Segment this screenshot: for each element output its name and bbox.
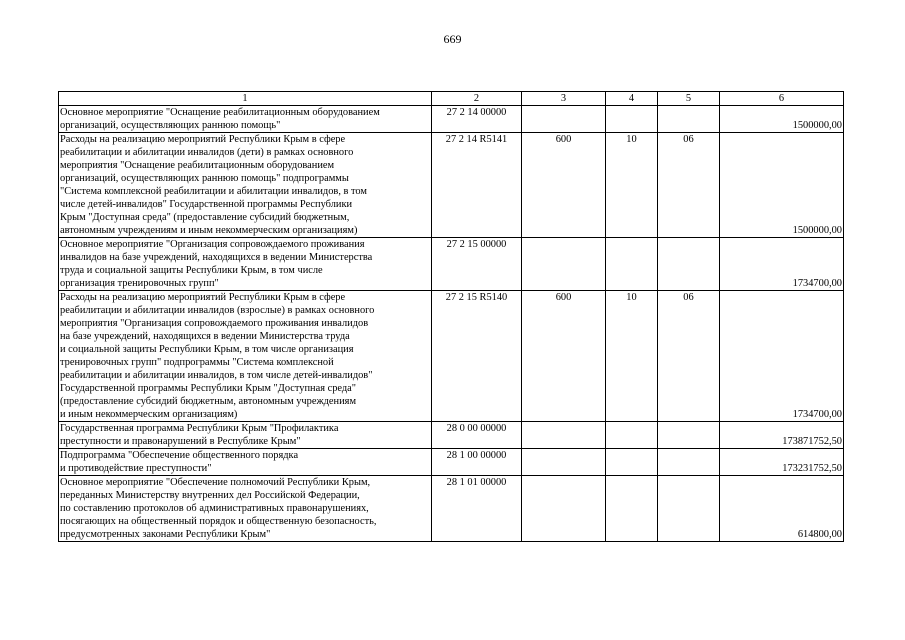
row-amount: 1734700,00 (720, 238, 844, 291)
row-description: Подпрограмма "Обеспечение общественного порядка и противодействие преступности" (59, 449, 432, 476)
row-target-code: 28 0 00 00000 (432, 422, 522, 449)
row-description: Основное мероприятие "Обеспечение полномочий Республики Крым, переданных Министерству внутренних дел Российской Федерации, по составлению протоколов об административных правонарушениях, посягающих на общественный порядок и общественную безопасность, предусмотренных законами Республики Крым" (59, 476, 432, 542)
row-amount: 173871752,50 (720, 422, 844, 449)
row-subsection (658, 422, 720, 449)
budget-table (58, 91, 844, 542)
row-amount: 1500000,00 (720, 133, 844, 238)
row-expense-type: 600 (522, 291, 606, 422)
row-subsection: 06 (658, 133, 720, 238)
row-section (606, 449, 658, 476)
row-subsection (658, 106, 720, 133)
row-target-code: 28 1 01 00000 (432, 476, 522, 542)
column-header: 5 (658, 92, 720, 106)
page-number: 669 (443, 32, 462, 46)
table-header-row (59, 92, 844, 106)
row-section (606, 422, 658, 449)
row-section (606, 238, 658, 291)
row-target-code: 27 2 15 00000 (432, 238, 522, 291)
row-description: Основное мероприятие "Оснащение реабилитационным оборудованием организаций, осуществляющих раннюю помощь" (59, 106, 432, 133)
row-subsection (658, 238, 720, 291)
row-section: 10 (606, 291, 658, 422)
table-row (59, 449, 844, 476)
row-section: 10 (606, 133, 658, 238)
row-expense-type (522, 449, 606, 476)
row-subsection: 06 (658, 291, 720, 422)
table-row (59, 291, 844, 422)
row-amount: 614800,00 (720, 476, 844, 542)
row-expense-type (522, 238, 606, 291)
column-header: 2 (432, 92, 522, 106)
table-row (59, 422, 844, 449)
row-amount: 1500000,00 (720, 106, 844, 133)
row-description: Расходы на реализацию мероприятий Республики Крым в сфере реабилитации и абилитации инвалидов (взрослые) в рамках основного мероприятия "Организация сопровождаемого проживания инвалидов на базе учреждений, находящихся в ведении Министерства труда и социальной защиты Республики Крым, в том числе организация тренировочных групп" подпрограммы "Система комплексной реабилитации и абилитации инвалидов, в том числе детей-инвалидов" Государственной программы Республики Крым "Доступная среда" (предоставление субсидий бюджетным, автономным учреждениям и иным некоммерческим организациям) (59, 291, 432, 422)
row-section (606, 476, 658, 542)
row-target-code: 27 2 14 00000 (432, 106, 522, 133)
row-description: Основное мероприятие "Организация сопровождаемого проживания инвалидов на базе учреждений, находящихся в ведении Министерства труда и социальной защиты Республики Крым, в том числе организация тренировочных групп" (59, 238, 432, 291)
table-row (59, 238, 844, 291)
row-subsection (658, 476, 720, 542)
table-row (59, 133, 844, 238)
row-expense-type (522, 476, 606, 542)
column-header: 4 (606, 92, 658, 106)
row-expense-type (522, 422, 606, 449)
column-header: 6 (720, 92, 844, 106)
row-expense-type (522, 106, 606, 133)
row-expense-type: 600 (522, 133, 606, 238)
row-target-code: 28 1 00 00000 (432, 449, 522, 476)
row-description: Государственная программа Республики Крым "Профилактика преступности и правонарушений в Республике Крым" (59, 422, 432, 449)
column-header: 3 (522, 92, 606, 106)
column-header: 1 (59, 92, 432, 106)
row-section (606, 106, 658, 133)
row-subsection (658, 449, 720, 476)
table-row (59, 476, 844, 542)
table-row (59, 106, 844, 133)
row-description: Расходы на реализацию мероприятий Республики Крым в сфере реабилитации и абилитации инвалидов (дети) в рамках основного мероприятия "Оснащение реабилитационным оборудованием организаций, осуществляющих раннюю помощь" подпрограммы "Система комплексной реабилитации и абилитации инвалидов, в том числе детей-инвалидов" Государственной программы Республики Крым "Доступная среда" (предоставление субсидий бюджетным, автономным учреждениям и иным некоммерческим организациям) (59, 133, 432, 238)
row-amount: 173231752,50 (720, 449, 844, 476)
row-target-code: 27 2 15 R5140 (432, 291, 522, 422)
row-target-code: 27 2 14 R5141 (432, 133, 522, 238)
row-amount: 1734700,00 (720, 291, 844, 422)
